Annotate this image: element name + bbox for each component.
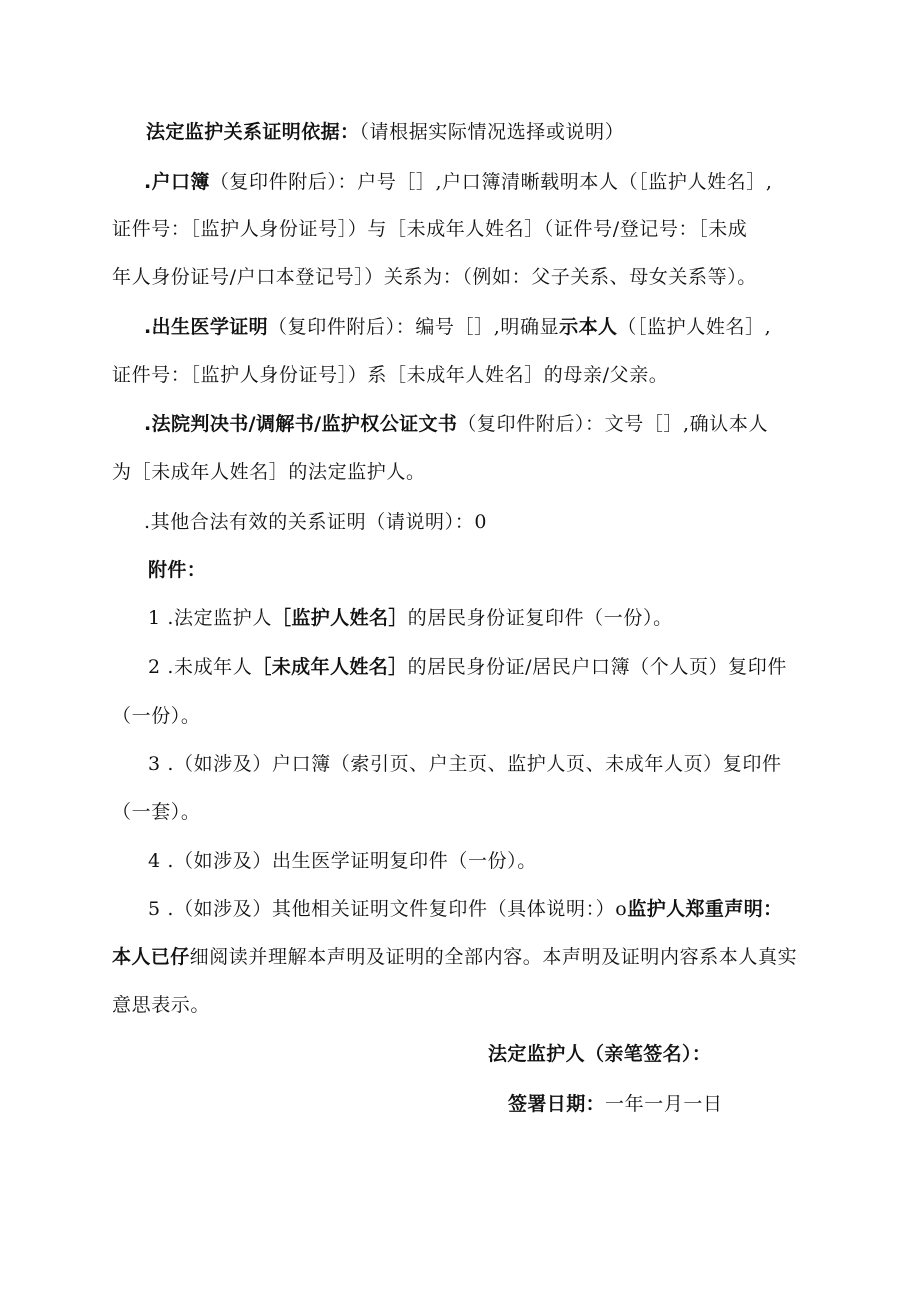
attachment-3-line-1 xyxy=(0,752,920,776)
date-line xyxy=(0,1092,920,1116)
date-label: 签署日期： xyxy=(508,1093,606,1115)
declaration-heading: 监护人郑重声明： xyxy=(627,898,783,920)
hukou-item-text-2: 证件号：［监护人身份证号］）与［未成年人姓名］（证件号/登记号：［未成 xyxy=(112,218,748,240)
court-item-text-1: （复印件附后）：文号［］,确认本人 xyxy=(457,413,769,435)
hukou-item-text-1: （复印件附后）：户号［］,户口簿清晰载明本人（［监护人姓名］, xyxy=(209,171,773,193)
attachment-2-line-1 xyxy=(0,655,920,679)
attachment-1 xyxy=(0,606,920,630)
hukou-item-line-3 xyxy=(0,265,920,289)
birth-item-text-1: （复印件附后）：编号［］,明确显 xyxy=(268,316,560,338)
attachment-5-text: 5 .（如涉及）其他相关证明文件复印件（具体说明：）o xyxy=(148,898,628,920)
attachments-title xyxy=(0,558,920,582)
declaration-line-1 xyxy=(0,945,920,969)
attachment-2-suffix: 的居民身份证/居民户口簿（个人页）复印件 xyxy=(407,656,787,678)
court-item-line-2 xyxy=(0,460,920,484)
basis-heading xyxy=(0,120,920,144)
birth-item-line-1 xyxy=(0,315,920,339)
hukou-item-marker: . xyxy=(144,171,152,193)
basis-heading-note: （请根据实际情况选择或说明） xyxy=(359,121,625,143)
birth-item-text-2: 证件号：［监护人身份证号］）系［未成年人姓名］的母亲/父亲。 xyxy=(112,364,669,386)
declaration-lead: 本人已仔 xyxy=(112,946,190,968)
attachment-4 xyxy=(0,849,920,873)
declaration-text-2: 意思表示。 xyxy=(112,994,211,1016)
attachment-5 xyxy=(0,897,920,921)
attachment-3-text: 3 .（如涉及）户口簿（索引页、户主页、监护人页、未成年人页）复印件 xyxy=(148,753,782,775)
attachment-2-line-2 xyxy=(0,704,920,728)
hukou-item-text-3: 年人身份证号/户口本登记号］）关系为：（例如：父子关系、母女关系等）。 xyxy=(112,266,757,288)
birth-item-marker: . xyxy=(144,316,152,338)
court-item-marker: . xyxy=(144,413,152,435)
declaration-text-1: 细阅读并理解本声明及证明的全部内容。本声明及证明内容系本人真实 xyxy=(189,946,798,968)
attachments-title-text: 附件： xyxy=(148,559,207,581)
hukou-item-line-1 xyxy=(0,170,920,194)
hukou-item-line-2 xyxy=(0,217,920,241)
attachment-4-text: 4 .（如涉及）出生医学证明复印件（一份）。 xyxy=(148,850,537,872)
attachment-2-name: ［未成年人姓名］ xyxy=(252,656,408,678)
signature-line xyxy=(0,1042,920,1066)
attachment-2-cont: （一份）。 xyxy=(112,705,201,727)
signature-label: 法定监护人（亲笔签名）： xyxy=(488,1043,712,1065)
attachment-1-name: ［监护人姓名］ xyxy=(271,607,408,629)
court-item-text-2: 为［未成年人姓名］的法定监护人。 xyxy=(112,461,426,483)
birth-item-text-1b: （［监护人姓名］, xyxy=(617,316,772,338)
birth-item-title: 出生医学证明 xyxy=(151,316,269,338)
attachment-3-cont: （一套）。 xyxy=(112,801,201,823)
other-item-text: .其他合法有效的关系证明（请说明）：0 xyxy=(144,511,488,533)
court-item-line-1 xyxy=(0,412,920,436)
date-value: 一年一月一日 xyxy=(605,1093,723,1115)
other-item-line xyxy=(0,510,920,534)
basis-heading-title: 法定监护关系证明依据： xyxy=(146,121,360,143)
attachment-1-prefix: 1 .法定监护人 xyxy=(148,607,272,629)
hukou-item-title: 户口簿 xyxy=(151,171,210,193)
declaration-line-2 xyxy=(0,993,920,1017)
court-item-title: 法院判决书/调解书/监护权公证文书 xyxy=(151,413,458,435)
birth-item-line-2 xyxy=(0,363,920,387)
attachment-2-prefix: 2 .未成年人 xyxy=(148,656,253,678)
attachment-3-line-2 xyxy=(0,800,920,824)
attachment-1-suffix: 的居民身份证复印件（一份）。 xyxy=(407,607,673,629)
birth-item-emphasis: 示本人 xyxy=(559,316,618,338)
